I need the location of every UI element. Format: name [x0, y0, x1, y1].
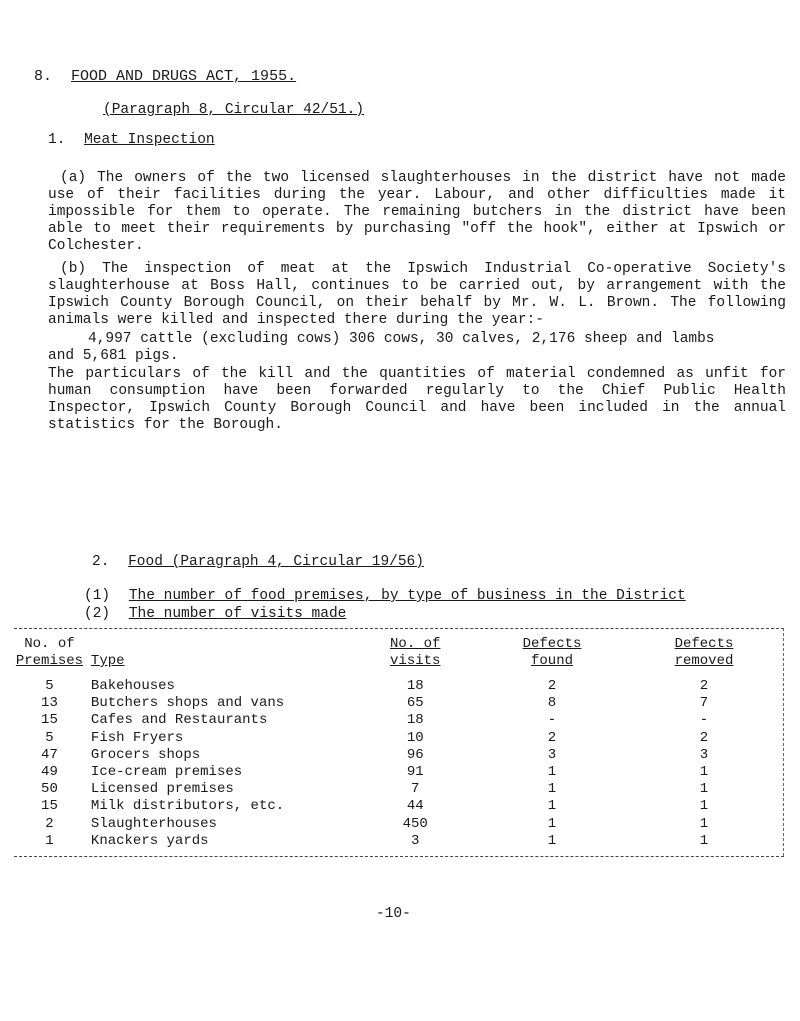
- section-heading: [34, 68, 296, 85]
- table-spacer: [14, 670, 780, 678]
- section-number: 8.: [34, 68, 53, 85]
- spacer-cell: [14, 670, 780, 678]
- table-row: [14, 695, 780, 712]
- cell-defects-found: 1: [547, 781, 557, 798]
- cell-defects-found: 2: [547, 729, 557, 746]
- cell-premises: 50: [41, 781, 58, 798]
- header-premises: [14, 634, 85, 670]
- cell-defects-found: -: [547, 712, 557, 729]
- paragraph-a: [48, 170, 786, 255]
- cell-defects-removed: 2: [699, 678, 709, 694]
- cell-defects-removed: 2: [699, 729, 709, 746]
- particulars-paragraph: The particulars of the kill and the quantities of material condemned as unfit for human consumption have been forwarded regularly to the Chief Public Health Inspector, Ipswich County Borough Council and have been included in the annual statistics for the Borough.: [48, 366, 786, 433]
- cell-visits: 3: [411, 832, 420, 849]
- cell-premises: 49: [41, 764, 58, 781]
- cell-premises: 2: [45, 815, 54, 832]
- header-removed-line1: Defects: [674, 636, 734, 652]
- header-premises-line1: No. of: [24, 636, 75, 652]
- header-visits-line2: visits: [390, 653, 441, 669]
- cell-defects-removed: 1: [699, 798, 709, 815]
- header-premises-line2: Premises: [15, 653, 84, 669]
- cell-type: Cafes and Restaurants: [90, 712, 268, 729]
- cell-defects-removed: 1: [699, 781, 709, 798]
- cell-defects-removed: 3: [699, 746, 709, 763]
- cell-premises: 47: [41, 746, 58, 763]
- table-row: [14, 678, 780, 695]
- cell-defects-found: 2: [547, 678, 557, 694]
- cell-type: Butchers shops and vans: [90, 695, 285, 712]
- cell-defects-removed: 1: [699, 815, 709, 832]
- paragraph-b-text: The inspection of meat at the Ipswich Industrial Co-operative Society's slaughterhouse at Boss Hall, continues to be carried out, by arrangement with the Ipswich County Borough Council, on their behalf by Mr. W. L. Brown. The following animals were killed and inspected there during the year:-: [48, 261, 786, 328]
- table-right-rule: [783, 628, 784, 856]
- table-row: [14, 730, 780, 747]
- food-heading: [92, 554, 424, 570]
- cell-defects-removed: 1: [699, 764, 709, 781]
- animals-line-1: 4,997 cattle (excluding cows) 306 cows, 30 calves, 2,176 sheep and lambs: [88, 331, 715, 347]
- cell-visits: 18: [406, 712, 424, 729]
- food-item-1-text: The number of food premises, by type of business in the District: [128, 588, 686, 604]
- food-title: Food (Paragraph 4, Circular 19/56): [128, 554, 424, 570]
- cell-defects-found: 1: [547, 832, 557, 849]
- cell-defects-found: 1: [547, 798, 557, 815]
- cell-premises: 15: [41, 798, 58, 815]
- meat-inspection-number: 1.: [48, 132, 66, 148]
- page-number: -10-: [376, 906, 411, 922]
- food-item-2: [84, 606, 346, 622]
- cell-visits: 7: [411, 781, 420, 798]
- food-item-1: [84, 588, 686, 604]
- header-defects-removed: [628, 634, 780, 670]
- cell-visits: 91: [406, 764, 424, 781]
- table-row: [14, 798, 780, 815]
- cell-defects-removed: 1: [699, 832, 709, 849]
- paragraph-a-text: The owners of the two licensed slaughterhouses in the district have not made use of their facilities during the year. Labour, and other difficulties made it impossible for them to operate. The remaining butchers in the district have been able to meet their requirements by purchasing "off the hook", either at Ipswich or Colchester.: [48, 170, 786, 254]
- table-bottom-rule: [14, 856, 784, 857]
- paragraph-a-label: (a): [60, 170, 87, 186]
- header-visits-line1: No. of: [390, 636, 441, 652]
- animals-line-2: and 5,681 pigs.: [48, 348, 179, 364]
- premises-table: [14, 634, 780, 850]
- header-defects-found: [476, 634, 628, 670]
- table-row: [14, 712, 780, 729]
- food-item-2-text: The number of visits made: [128, 606, 347, 622]
- food-item-1-label: (1): [84, 588, 111, 604]
- cell-visits: 10: [406, 729, 424, 746]
- section-title: FOOD AND DRUGS ACT, 1955.: [71, 68, 297, 85]
- cell-type: Knackers yards: [90, 832, 209, 849]
- cell-type: Milk distributors, etc.: [90, 798, 285, 815]
- cell-premises: 5: [45, 729, 54, 746]
- food-number: 2.: [92, 554, 110, 570]
- cell-visits: 96: [406, 746, 424, 763]
- table-top-rule: [14, 628, 784, 629]
- cell-type: Slaughterhouses: [90, 815, 217, 832]
- cell-type: Bakehouses: [90, 678, 175, 694]
- cell-defects-found: 1: [547, 815, 557, 832]
- table-row: [14, 833, 780, 850]
- cell-defects-removed: 7: [699, 695, 709, 712]
- paragraph-b-label: (b): [60, 261, 87, 277]
- header-visits: [354, 634, 476, 670]
- table-header-row: [14, 634, 780, 670]
- paragraph-b: [48, 261, 786, 329]
- cell-premises: 13: [41, 695, 58, 712]
- cell-visits: 450: [402, 815, 428, 832]
- cell-type: Grocers shops: [90, 746, 201, 763]
- table-row: [14, 781, 780, 798]
- meat-inspection-title: Meat Inspection: [84, 132, 215, 148]
- cell-visits: 65: [406, 695, 424, 712]
- table-row: [14, 764, 780, 781]
- header-found-line1: Defects: [522, 636, 582, 652]
- cell-defects-found: 8: [547, 695, 557, 712]
- section-reference: (Paragraph 8, Circular 42/51.): [103, 102, 365, 118]
- table-row: [14, 816, 780, 833]
- cell-premises: 1: [45, 832, 54, 849]
- cell-visits: 44: [406, 798, 424, 815]
- header-type-label: Type: [90, 653, 125, 669]
- header-removed-line2: removed: [674, 653, 734, 669]
- cell-defects-found: 1: [547, 764, 557, 781]
- cell-premises: 5: [45, 678, 54, 694]
- cell-premises: 15: [41, 712, 58, 729]
- cell-defects-found: 3: [547, 746, 557, 763]
- cell-defects-removed: -: [699, 712, 709, 729]
- cell-type: Fish Fryers: [90, 729, 184, 746]
- header-type: [85, 634, 355, 670]
- food-item-2-label: (2): [84, 606, 111, 622]
- meat-inspection-heading: [48, 132, 215, 148]
- cell-type: Ice-cream premises: [90, 764, 243, 781]
- cell-type: Licensed premises: [90, 781, 234, 798]
- table-row: [14, 747, 780, 764]
- header-found-line2: found: [530, 653, 573, 669]
- cell-visits: 18: [406, 678, 424, 694]
